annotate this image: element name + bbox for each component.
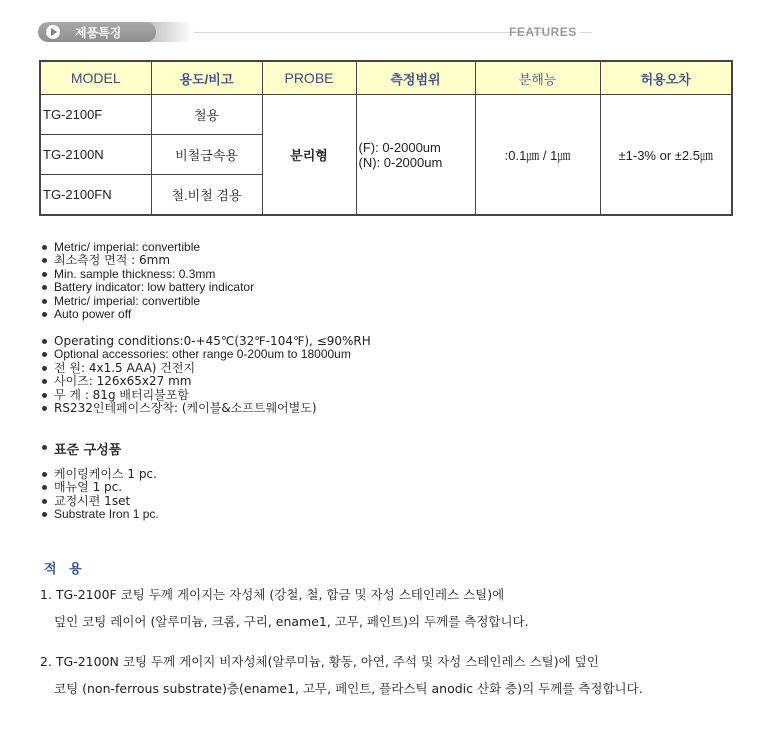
features-list-1: [40, 241, 254, 321]
bullet-icon: [42, 499, 47, 504]
header-divider: [194, 32, 546, 33]
list-item: [40, 254, 254, 267]
bullet-icon: [42, 299, 47, 304]
list-item-text: RS232인테페이스장착: (케이블&소프트웨어별도): [54, 401, 317, 416]
bullet-icon: [42, 245, 47, 250]
range-n: (N): 0-2000um: [358, 154, 443, 170]
features-list-2: [40, 335, 371, 415]
list-item-text: 무 게 : 81g 배터리불포함: [54, 387, 189, 402]
header-use: 용도/비고: [151, 61, 262, 95]
list-item-text: 케이링케이스 1 pc.: [54, 467, 157, 481]
application-item-1-line-2: 덮인 코팅 레이어 (알루미늄, 크롬, 구리, ename1, 고무, 페인트)의 두께를 측정합니다.: [54, 614, 529, 629]
list-item-text: 전 원: 4x1.5 AAA) 건전지: [54, 360, 196, 375]
bullet-icon: [42, 472, 47, 477]
bullet-icon: [42, 512, 47, 517]
standard-title-text: 표준 구성품: [54, 443, 122, 458]
model-cell: TG-2100FN: [40, 175, 151, 216]
list-item: [40, 335, 371, 348]
use-cell: 철용: [151, 95, 262, 135]
bullet-icon: [42, 393, 47, 398]
bullet-icon: [42, 339, 47, 344]
header-model: MODEL: [40, 61, 151, 95]
header-resolution: 분해능: [475, 61, 600, 95]
application-item-2-line-1: 2. TG-2100N 코팅 두께 게이지 비자성체(알루미늄, 황동, 아연, 주석 및 자성 스테인레스 스틸)에 덮인: [40, 654, 599, 669]
table-row: [40, 95, 732, 135]
list-item-text: 교정시편 1set: [54, 493, 131, 508]
bullet-icon: [42, 312, 47, 317]
use-cell: 철.비철 겸용: [151, 175, 262, 216]
list-item-text: Optional accessories: other range 0-200um to 18000um: [54, 347, 351, 362]
list-item-text: Auto power off: [54, 307, 132, 322]
list-item-text: Metric/ imperial: convertible: [54, 293, 201, 308]
bullet-icon: [42, 352, 47, 357]
spec-table: [39, 60, 733, 216]
tab-label: 제품특징: [75, 26, 122, 40]
application-item-1-line-1: 1. TG-2100F 코팅 두께 게이지는 자성체 (강철, 철, 합금 및 자성 스테인레스 스틸)에: [40, 587, 505, 602]
list-item-text: Substrate Iron 1 pc.: [54, 507, 159, 522]
list-item-text: Metric/ imperial: convertible: [54, 240, 201, 254]
list-item: [40, 308, 254, 321]
list-item: [40, 481, 159, 494]
bullet-icon: [42, 445, 47, 450]
list-item-text: Operating conditions:0-+45℃(32℉-104℉), ≤90%RH: [54, 334, 371, 348]
list-item: [40, 375, 371, 388]
header-tolerance: 허용오차: [600, 61, 732, 95]
table-header-row: [40, 61, 732, 95]
list-item: [40, 508, 159, 521]
list-item: [40, 281, 254, 294]
header-probe: PROBE: [262, 61, 356, 95]
bullet-icon: [42, 258, 47, 263]
range-cell: [356, 95, 475, 216]
list-item-text: Battery indicator: low battery indicator: [54, 280, 255, 295]
bullet-icon: [42, 406, 47, 411]
list-item: [40, 268, 254, 281]
list-item-text: 사이즈: 126x65x27 mm: [54, 374, 192, 389]
standard-components-list: [40, 468, 159, 522]
list-item: [40, 348, 371, 361]
features-title: FEATURES: [509, 25, 577, 39]
bullet-icon: [42, 379, 47, 384]
list-item-text: Min. sample thickness: 0.3mm: [54, 266, 216, 281]
range-f: (F): 0-2000um: [358, 139, 441, 155]
bullet-icon: [42, 272, 47, 277]
bullet-icon: [42, 485, 47, 490]
bullet-icon: [42, 366, 47, 371]
section-header: [38, 22, 590, 44]
standard-components-title: [40, 439, 121, 458]
list-item: [40, 295, 254, 308]
list-item: [40, 495, 159, 508]
play-circle-icon: [46, 25, 60, 39]
model-cell: TG-2100F: [40, 95, 151, 135]
list-item-text: 최소측정 면적 : 6mm: [54, 253, 171, 268]
use-cell: 비철금속용: [151, 135, 262, 175]
application-item-2-line-2: 코팅 (non-ferrous substrate)층(ename1, 고무, 페인트, 플라스틱 anodic 산화 층)의 두께를 측정합니다.: [54, 681, 643, 696]
application-title: 적 용: [44, 562, 86, 577]
list-item: [40, 402, 371, 415]
bullet-icon: [42, 285, 47, 290]
header-range: 측정범위: [356, 61, 475, 95]
header-divider-end: [580, 32, 592, 33]
model-cell: TG-2100N: [40, 135, 151, 175]
resolution-cell: :0.1㎛ / 1㎛: [475, 95, 600, 216]
tolerance-cell: ±1-3% or ±2.5㎛: [600, 95, 732, 216]
list-item-text: 매뉴얼 1 pc.: [54, 480, 123, 495]
probe-cell: 분리형: [262, 95, 356, 216]
product-features-tab: [38, 22, 156, 42]
